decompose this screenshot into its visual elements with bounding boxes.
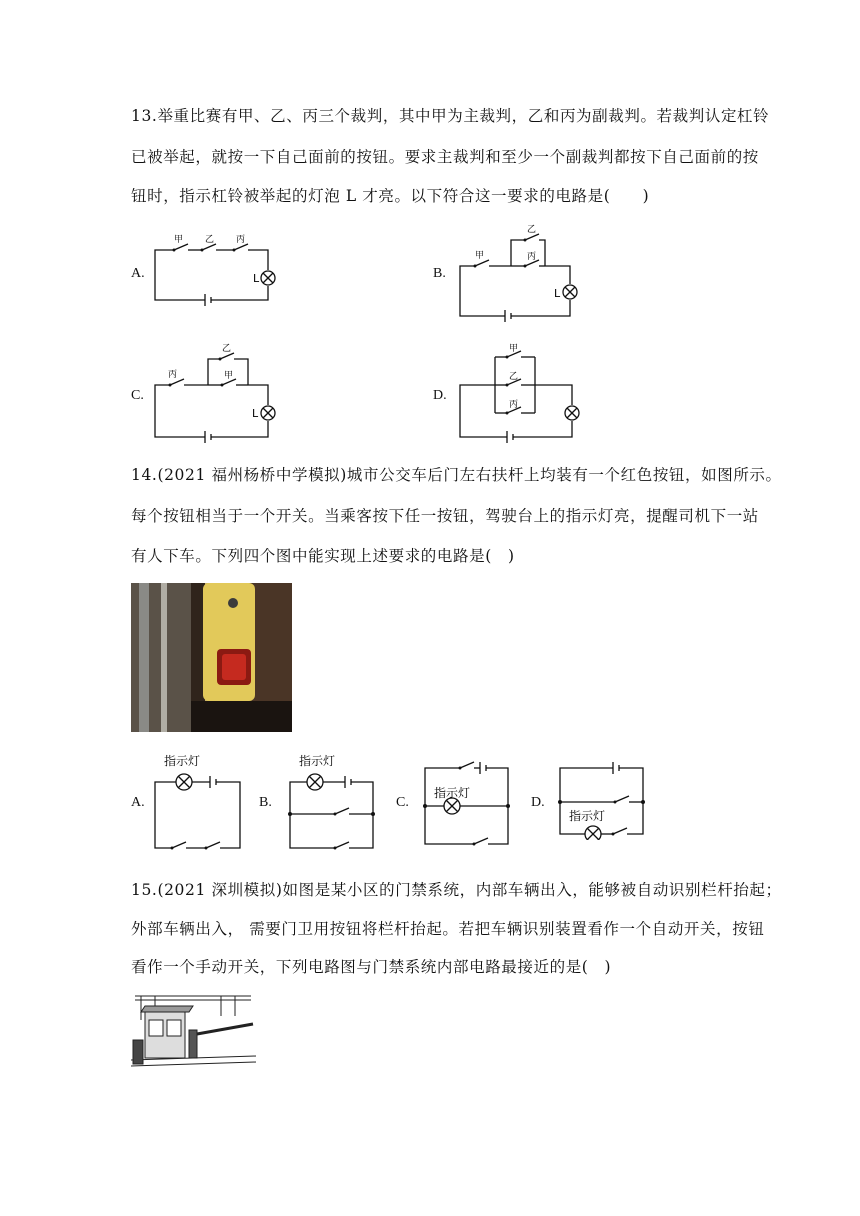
switch-jia-label: 甲 [174,235,184,245]
q15-line-1: 15.(2021 深圳模拟)如图是某小区的门禁系统，内部车辆出入，能够被自动识别栏杆抬起； [131,881,782,899]
svg-text:L: L [253,272,260,285]
svg-text:丙: 丙 [527,252,537,262]
q13-option-d-label: D. [433,388,447,403]
q13-circuit-c [150,343,280,443]
switch-bing-label: 丙 [236,235,246,245]
svg-text:乙: 乙 [527,225,537,235]
svg-text:丙: 丙 [509,400,519,410]
q14-circuit-c [420,760,515,856]
svg-text:甲: 甲 [509,344,519,354]
q14-circuit-a [150,752,245,854]
q13-option-b-label: B. [433,266,446,281]
svg-text:甲: 甲 [224,371,234,381]
q14-line-1: 14.(2021 福州杨桥中学模拟)城市公交车后门左右扶杆上均装有一个红色按钮，如图所示。 [131,466,782,484]
q13-option-a-label: A. [131,266,145,281]
q13-circuit-d [455,343,585,443]
q14-circuit-b [285,752,380,854]
q14-option-b-label: B. [259,795,272,810]
q14-circuit-d [555,762,650,840]
q14-line-2: 每个按钮相当于一个开关。当乘客按下任一按钮，驾驶台上的指示灯亮，提醒司机下一站 [131,507,759,525]
q14-option-a-label: A. [131,795,145,810]
svg-text:指示灯: 指示灯 [569,809,606,823]
q13-option-c-label: C. [131,388,144,403]
q13-line-2: 已被举起，就按一下自己面前的按钮。要求主裁判和至少一个副裁判都按下自己面前的按 [131,148,759,166]
svg-text:丙: 丙 [168,370,178,380]
svg-text:甲: 甲 [475,251,485,261]
gate-system-illustration [131,990,256,1072]
q15-line-2: 外部车辆出入， 需要门卫用按钮将栏杆抬起。若把车辆识别装置看作一个自动开关，按钮 [131,920,765,938]
q14-line-3: 有人下车。下列四个图中能实现上述要求的电路是( ) [131,547,515,565]
q13-line-1: 13.举重比赛有甲、乙、丙三个裁判，其中甲为主裁判，乙和丙为副裁判。若裁判认定杠铃 [131,107,770,125]
bus-button-photo [131,583,292,732]
svg-text:L: L [554,287,561,300]
svg-text:乙: 乙 [509,372,519,382]
q13-line-3: 钮时，指示杠铃被举起的灯泡 L 才亮。以下符合这一要求的电路是( ) [131,187,650,205]
switch-yi-label: 乙 [205,235,215,245]
svg-text:指示灯: 指示灯 [299,754,336,768]
svg-text:L: L [252,407,259,420]
svg-text:乙: 乙 [222,344,232,354]
svg-text:指示灯: 指示灯 [434,786,471,800]
q13-circuit-a [150,232,280,310]
q13-circuit-b [455,224,585,324]
q14-option-c-label: C. [396,795,409,810]
q14-option-d-label: D. [531,795,545,810]
svg-text:指示灯: 指示灯 [164,754,201,768]
q15-line-3: 看作一个手动开关，下列电路图与门禁系统内部电路最接近的是( ) [131,958,612,976]
